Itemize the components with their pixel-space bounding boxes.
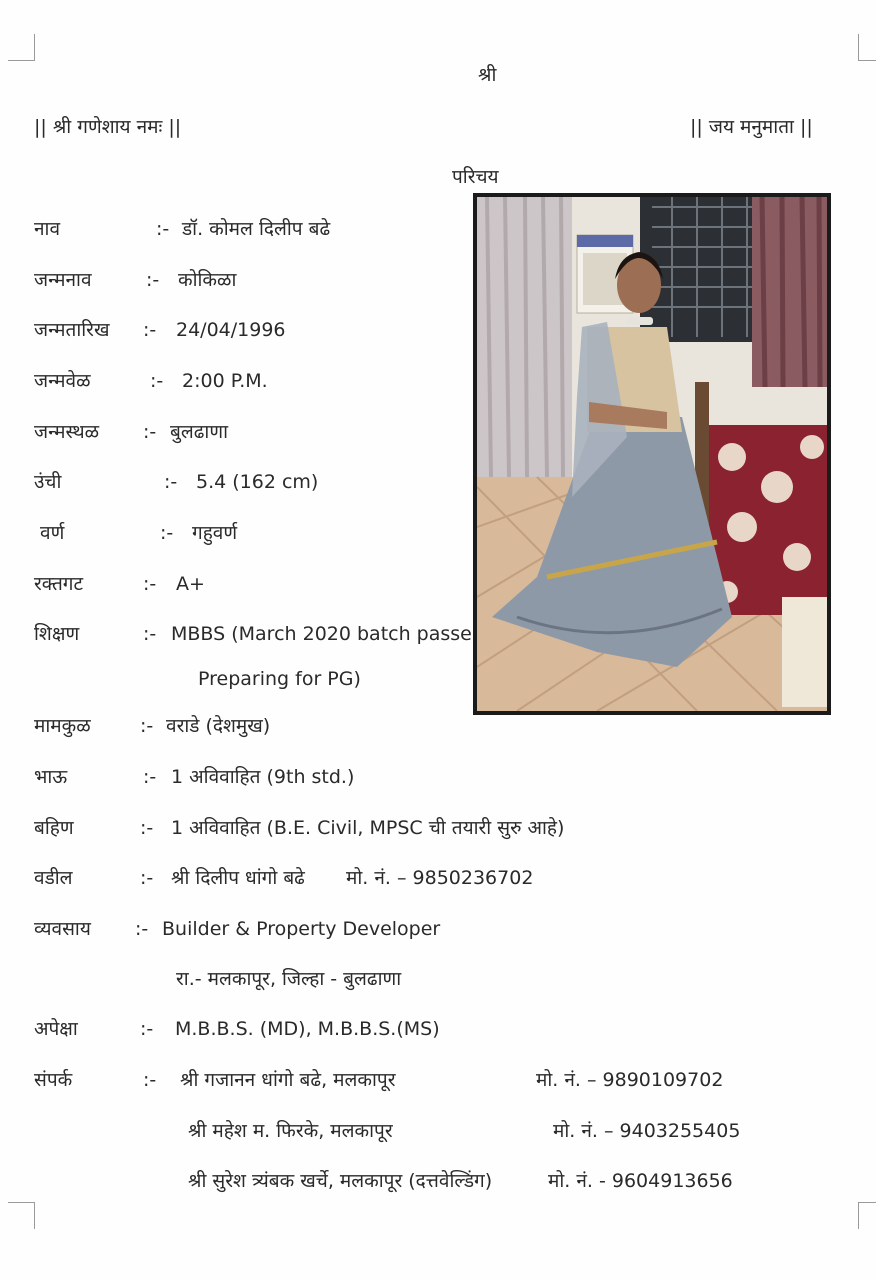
crop-mark-bottom-left	[8, 1202, 35, 1229]
sep-education: :-	[143, 623, 157, 645]
sep-birth-time: :-	[150, 370, 164, 392]
label-complexion: वर्ण	[40, 522, 65, 544]
sep-contact: :-	[143, 1069, 157, 1091]
value-birth-place: बुलढाणा	[170, 421, 229, 443]
shri-heading: श्री	[478, 64, 497, 86]
value-education: MBBS (March 2020 batch passe	[171, 623, 472, 645]
value-birth-name: कोकिळा	[178, 269, 237, 291]
sep-height: :-	[164, 471, 178, 493]
right-invocation: || जय मनुमाता ||	[690, 116, 813, 138]
profile-photo-image	[477, 197, 827, 711]
label-birth-time: जन्मवेळ	[34, 370, 91, 392]
father-phone: मो. नं. – 9850236702	[346, 867, 534, 889]
value-blood-group: A+	[176, 573, 205, 595]
contact-phone-2: मो. नं. – 9403255405	[553, 1120, 741, 1142]
sep-expectation: :-	[140, 1018, 154, 1040]
sep-complexion: :-	[160, 522, 174, 544]
value-complexion: गहुवर्ण	[192, 522, 238, 544]
label-occupation: व्यवसाय	[34, 918, 91, 940]
value-occupation: Builder & Property Developer	[162, 918, 441, 940]
contact-phone-1: मो. नं. – 9890109702	[536, 1069, 724, 1091]
sep-brother: :-	[143, 766, 157, 788]
value-height: 5.4 (162 cm)	[196, 471, 319, 493]
sep-birth-name: :-	[146, 269, 160, 291]
label-expectation: अपेक्षा	[34, 1018, 78, 1040]
contact-name-2: श्री महेश म. फिरके, मलकापूर	[188, 1120, 393, 1142]
value-birth-time: 2:00 P.M.	[182, 370, 268, 392]
value-education-line2: Preparing for PG)	[198, 668, 361, 690]
contact-name-1: श्री गजानन धांगो बढे, मलकापूर	[180, 1069, 396, 1091]
value-father: श्री दिलीप धांगो बढे	[171, 867, 305, 889]
value-expectation: M.B.B.S. (MD), M.B.B.S.(MS)	[175, 1018, 440, 1040]
left-invocation: || श्री गणेशाय नमः ||	[34, 116, 182, 138]
contact-name-3: श्री सुरेश त्र्यंबक खर्चे, मलकापूर (दत्तवेल्डिंग)	[188, 1170, 493, 1192]
label-maternal-family: मामकुळ	[34, 715, 91, 737]
label-name: नाव	[34, 218, 61, 240]
label-birth-place: जन्मस्थळ	[34, 421, 100, 443]
sep-blood-group: :-	[143, 573, 157, 595]
sep-sister: :-	[140, 817, 154, 839]
sep-birth-place: :-	[143, 421, 157, 443]
label-brother: भाऊ	[34, 766, 68, 788]
sep-father: :-	[140, 867, 154, 889]
label-education: शिक्षण	[34, 623, 80, 645]
profile-photo	[473, 193, 831, 715]
label-height: उंची	[34, 471, 62, 493]
value-maternal-family: वराडे (देशमुख)	[166, 715, 271, 737]
label-father: वडील	[34, 867, 73, 889]
label-blood-group: रक्तगट	[34, 573, 84, 595]
value-sister: 1 अविवाहित (B.E. Civil, MPSC ची तयारी सुरु आहे)	[171, 817, 565, 839]
value-name: डॉ. कोमल दिलीप बढे	[182, 218, 331, 240]
value-address: रा.- मलकापूर, जिल्हा - बुलढाणा	[176, 968, 402, 990]
page-title: परिचय	[452, 166, 499, 188]
value-brother: 1 अविवाहित (9th std.)	[171, 766, 355, 788]
label-contact: संपर्क	[34, 1069, 73, 1091]
sep-maternal-family: :-	[140, 715, 154, 737]
label-birth-date: जन्मतारिख	[34, 319, 110, 341]
value-birth-date: 24/04/1996	[176, 319, 286, 341]
contact-phone-3: मो. नं. - 9604913656	[548, 1170, 733, 1192]
crop-mark-top-right	[858, 34, 876, 61]
sep-birth-date: :-	[143, 319, 157, 341]
label-sister: बहिण	[34, 817, 74, 839]
crop-mark-top-left	[8, 34, 35, 61]
crop-mark-bottom-right	[858, 1202, 876, 1229]
label-birth-name: जन्मनाव	[34, 269, 92, 291]
sep-occupation: :-	[135, 918, 149, 940]
sep-name: :-	[156, 218, 170, 240]
